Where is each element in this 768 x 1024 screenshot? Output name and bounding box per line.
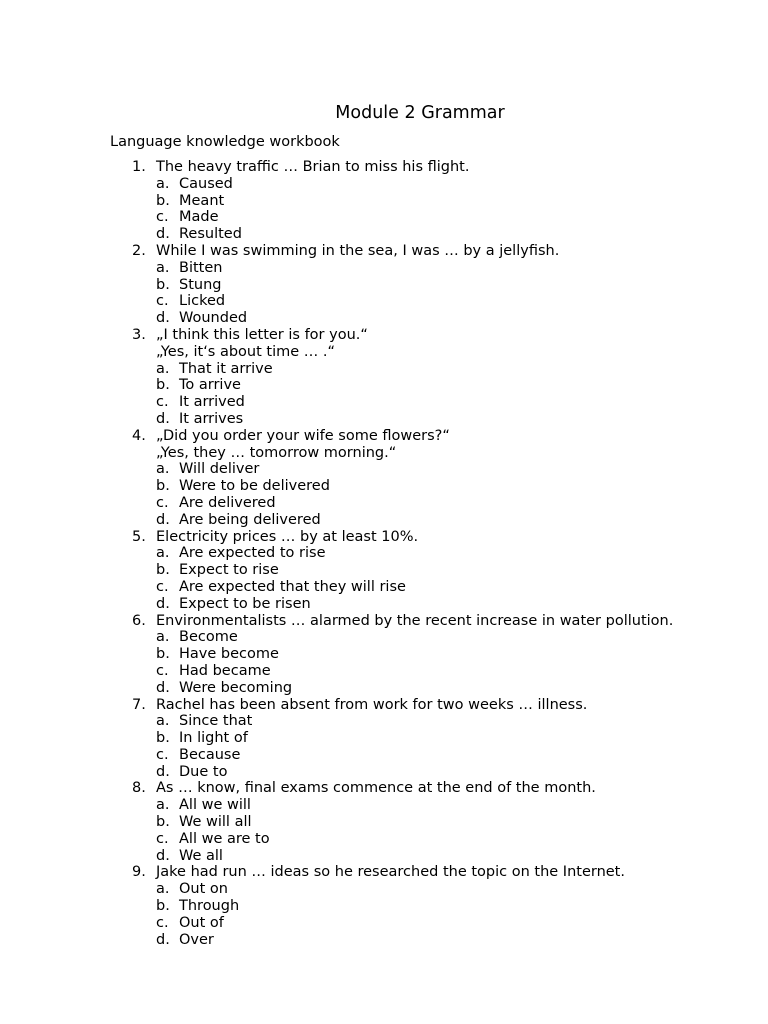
answer-option [156, 512, 673, 529]
option-letter: b. [156, 192, 170, 209]
answer-option [156, 663, 673, 680]
answer-options [156, 260, 673, 327]
option-letter: d. [156, 410, 170, 427]
option-letter: c. [156, 293, 169, 310]
option-text: In light of [179, 730, 248, 747]
answer-option [156, 260, 673, 277]
option-text: Were to be delivered [179, 478, 330, 495]
option-text: Bitten [179, 259, 223, 276]
question-number: 5. [132, 528, 146, 545]
question-number: 8. [132, 780, 146, 797]
answer-option [156, 176, 673, 193]
option-text: Wounded [179, 310, 248, 327]
option-letter: b. [156, 478, 170, 495]
answer-option [156, 277, 673, 294]
answer-options [156, 361, 673, 428]
option-letter: c. [156, 209, 169, 226]
option-text: It arrived [179, 394, 245, 411]
answer-option [156, 764, 673, 781]
option-text: Are expected to rise [179, 545, 326, 562]
option-letter: d. [156, 226, 170, 243]
question-text: Jake had run … ideas so he researched the topic on the Internet. [156, 864, 625, 881]
answer-option [156, 579, 673, 596]
question-number: 6. [132, 612, 146, 629]
answer-option [156, 730, 673, 747]
option-letter: d. [156, 847, 170, 864]
question-text: „Yes, they … tomorrow morning.“ [156, 444, 397, 461]
option-letter: a. [156, 629, 170, 646]
question-text: Environmentalists … alarmed by the recent increase in water pollution. [156, 612, 674, 629]
answer-option [156, 881, 673, 898]
page-title: Module 2 Grammar [335, 103, 505, 123]
question-text: Electricity prices … by at least 10%. [156, 528, 419, 545]
question-list [0, 159, 673, 948]
answer-option [156, 377, 673, 394]
question-number: 1. [132, 159, 146, 175]
option-letter: a. [156, 175, 170, 192]
question-item [0, 529, 673, 613]
answer-options [156, 713, 673, 780]
answer-option [156, 461, 673, 478]
question-item [0, 243, 673, 327]
answer-option [156, 545, 673, 562]
option-text: Due to [179, 763, 228, 780]
question-item [0, 613, 673, 697]
option-letter: b. [156, 646, 170, 663]
question-text: Rachel has been absent from work for two weeks … illness. [156, 696, 588, 713]
question-number: 2. [132, 242, 146, 259]
option-letter: a. [156, 545, 170, 562]
answer-option [156, 495, 673, 512]
option-text: We will all [179, 814, 252, 831]
option-letter: a. [156, 461, 170, 478]
option-text: Through [179, 898, 240, 915]
option-text: Because [179, 746, 241, 763]
answer-option [156, 293, 673, 310]
option-text: Are expected that they will rise [179, 578, 406, 595]
option-letter: c. [156, 914, 169, 931]
option-text: Over [179, 931, 214, 948]
option-letter: a. [156, 259, 170, 276]
option-letter: c. [156, 830, 169, 847]
option-letter: d. [156, 763, 170, 780]
question-number: 9. [132, 864, 146, 881]
answer-option [156, 680, 673, 697]
option-letter: b. [156, 377, 170, 394]
question-number: 3. [132, 326, 146, 343]
answer-options [156, 176, 673, 243]
question-number: 7. [132, 696, 146, 713]
answer-option [156, 898, 673, 915]
option-text: Meant [179, 192, 225, 209]
option-text: Are delivered [179, 494, 276, 511]
answer-option [156, 831, 673, 848]
option-text: Become [179, 629, 238, 646]
answer-option [156, 361, 673, 378]
option-letter: d. [156, 931, 170, 948]
option-text: Resulted [179, 226, 242, 243]
option-text: To arrive [179, 377, 241, 394]
question-text: „Yes, it‘s about time … .“ [156, 343, 336, 360]
option-text: Made [179, 209, 219, 226]
option-text: That it arrive [179, 360, 273, 377]
answer-option [156, 596, 673, 613]
answer-option [156, 394, 673, 411]
answer-option [156, 915, 673, 932]
option-text: Stung [179, 276, 222, 293]
answer-options [156, 545, 673, 612]
question-number: 4. [132, 427, 146, 444]
answer-option [156, 209, 673, 226]
option-text: Expect to be risen [179, 595, 311, 612]
answer-option [156, 797, 673, 814]
answer-option [156, 478, 673, 495]
option-letter: d. [156, 679, 170, 696]
question-text: „I think this letter is for you.“ [156, 326, 368, 343]
option-text: Caused [179, 175, 233, 192]
option-letter: b. [156, 276, 170, 293]
answer-option [156, 713, 673, 730]
option-text: Are being delivered [179, 511, 321, 528]
option-text: We all [179, 847, 223, 864]
option-letter: c. [156, 578, 169, 595]
option-text: Out of [179, 914, 224, 931]
answer-options [156, 629, 673, 696]
question-text: As … know, final exams commence at the end of the month. [156, 780, 596, 797]
answer-option [156, 747, 673, 764]
question-text: While I was swimming in the sea, I was … by a jellyfish. [156, 242, 560, 259]
answer-option [156, 411, 673, 428]
option-text: Were becoming [179, 679, 293, 696]
question-item [0, 780, 673, 864]
option-text: All we will [179, 797, 251, 814]
option-text: Since that [179, 713, 253, 730]
question-item [0, 327, 673, 428]
question-item [0, 864, 673, 948]
option-letter: b. [156, 562, 170, 579]
answer-option [156, 848, 673, 865]
option-letter: c. [156, 494, 169, 511]
option-letter: a. [156, 360, 170, 377]
option-letter: a. [156, 797, 170, 814]
question-text: The heavy traffic … Brian to miss his flight. [156, 159, 470, 175]
option-text: Had became [179, 662, 271, 679]
question-item [0, 159, 673, 243]
answer-option [156, 629, 673, 646]
option-text: Will deliver [179, 461, 260, 478]
answer-option [156, 932, 673, 949]
option-text: Have become [179, 646, 279, 663]
answer-option [156, 562, 673, 579]
answer-option [156, 310, 673, 327]
page-subtitle: Language knowledge workbook [110, 134, 340, 150]
answer-option [156, 814, 673, 831]
question-item [0, 697, 673, 781]
option-text: It arrives [179, 410, 244, 427]
option-letter: c. [156, 662, 169, 679]
option-letter: a. [156, 713, 170, 730]
option-text: Licked [179, 293, 226, 310]
answer-option [156, 646, 673, 663]
answer-option [156, 226, 673, 243]
question-text: „Did you order your wife some flowers?“ [156, 427, 450, 444]
answer-options [156, 881, 673, 948]
option-text: All we are to [179, 830, 270, 847]
option-letter: d. [156, 595, 170, 612]
option-letter: d. [156, 511, 170, 528]
option-text: Out on [179, 881, 228, 898]
option-letter: c. [156, 394, 169, 411]
option-letter: b. [156, 730, 170, 747]
option-text: Expect to rise [179, 562, 279, 579]
answer-options [156, 461, 673, 528]
option-letter: d. [156, 310, 170, 327]
question-item [0, 428, 673, 529]
option-letter: c. [156, 746, 169, 763]
answer-option [156, 193, 673, 210]
option-letter: b. [156, 814, 170, 831]
answer-options [156, 797, 673, 864]
option-letter: a. [156, 881, 170, 898]
option-letter: b. [156, 898, 170, 915]
